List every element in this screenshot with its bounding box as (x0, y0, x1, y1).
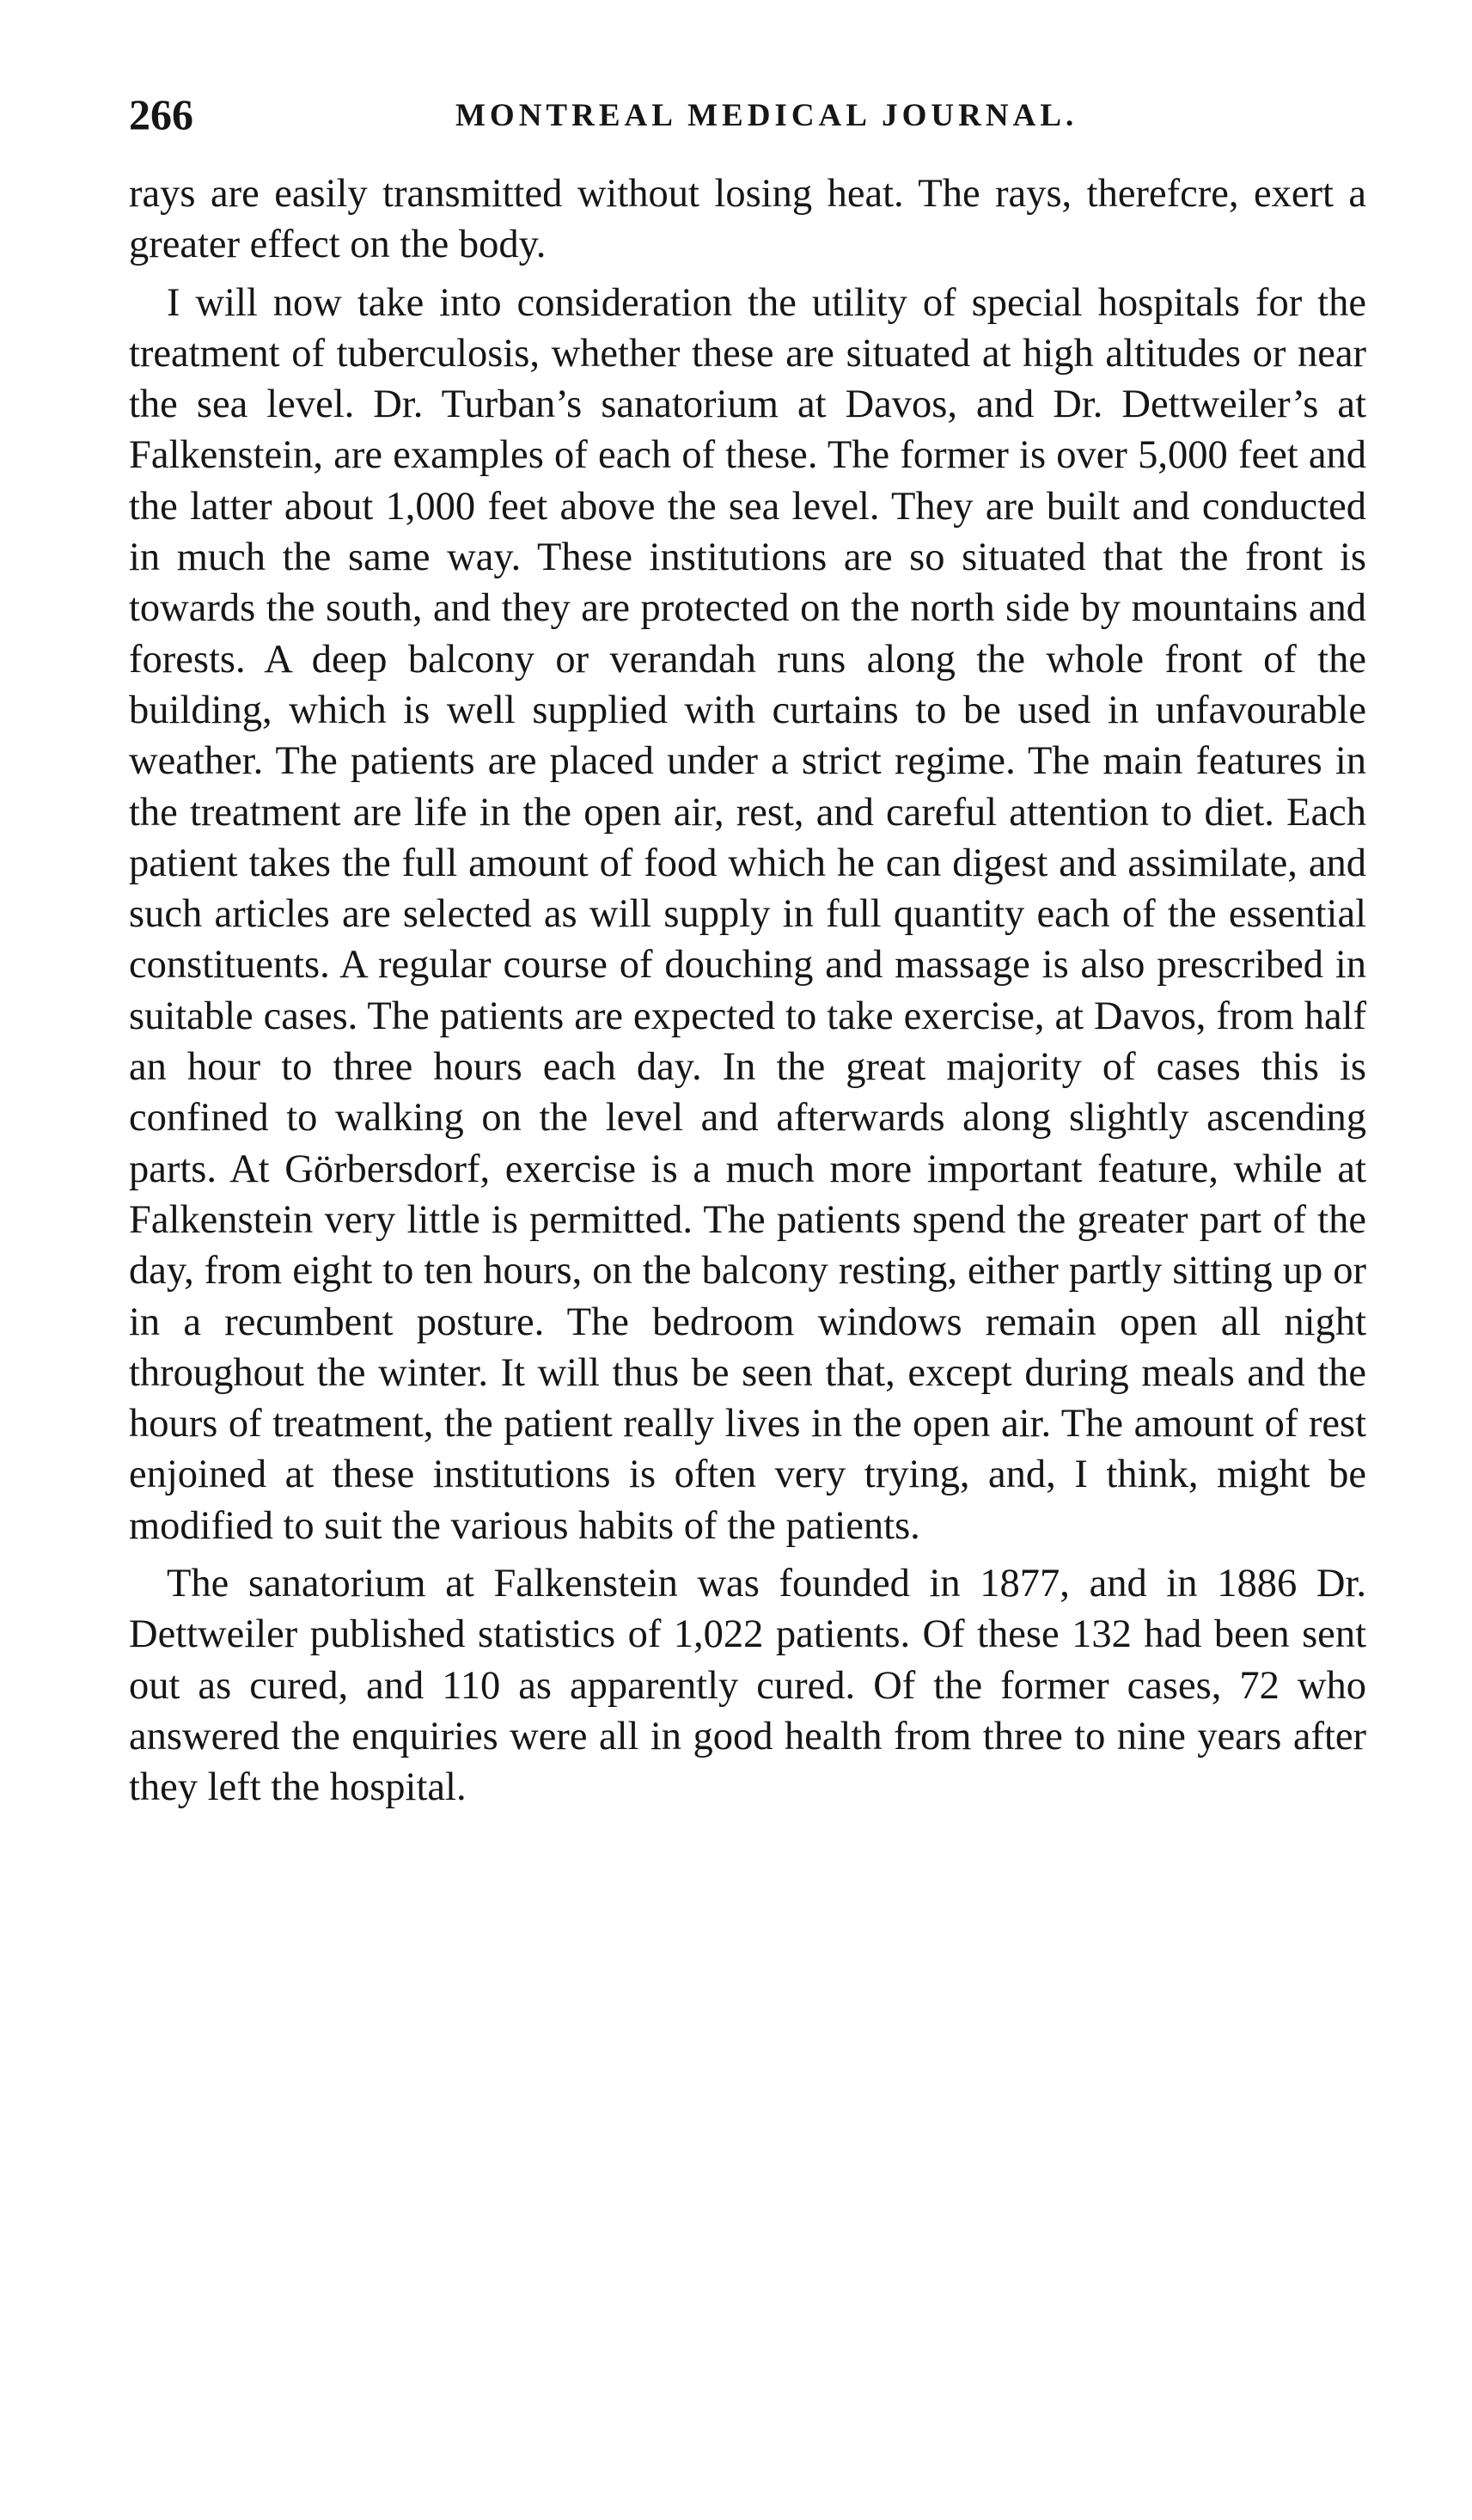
paragraph-continued: rays are easily transmitted without losing heat. The rays, therefcre, exert a greater effect on the body. (129, 172, 1366, 267)
article-body (129, 168, 1366, 1814)
paragraph-sanatoria: I will now take into consideration the utility of special hospitals for the treatment of tuberculosis, whether these are situated at high altitudes or near the sea level. Dr. Turban’s sanatorium at Davos, and Dr. Dettweiler’s at Falkenstein, are examples of each of these. The former is over 5,000 feet and the latter about 1,000 feet above the sea level. They are built and conducted in much the same way. These institutions are so situated that the front is towards the south, and they are protected on the north side by mountains and forests. A deep balcony or verandah runs along the whole front of the building, which is well supplied with curtains to be used in unfavourable weather. The patients are placed under a strict regime. The main features in the treatment are life in the open air, rest, and careful attention to diet. Each patient takes the full amount of food which he can digest and assimilate, and such articles are selected as will supply in full quantity each of the essential constituents. A regular course of douching and massage is also prescribed in suitable cases. The patients are expected to take exercise, at Davos, from half an hour to three hours each day. In the great majority of cases this is confined to walking on the level and afterwards along slightly ascending parts. At Görbersdorf, exercise is a much more important feature, while at Falkenstein very little is permitted. The patients spend the greater part of the day, from eight to ten hours, on the balcony resting, either partly sitting up or in a recumbent posture. The bedroom windows remain open all night throughout the winter. It will thus be seen that, except during meals and the hours of treatment, the patient really lives in the open air. The amount of rest enjoined at these institutions is often very trying, and, I think, might be modified to suit the various habits of the patients. (129, 280, 1366, 1548)
page-number: 266 (129, 90, 193, 138)
paragraph-falkenstein-statistics: The sanatorium at Falkenstein was founded in 1877, and in 1886 Dr. Dettweiler published statistics of 1,022 patients. Of these 132 had been sent out as cured, and 110 as apparently cured. Of the former cases, 72 who answered the enquiries were all in good health from three to nine years after they left the hospital. (129, 1562, 1366, 1810)
journal-title: MONTREAL MEDICAL JOURNAL. (455, 98, 1078, 133)
journal-page (129, 77, 1366, 1814)
running-head (129, 77, 1366, 138)
